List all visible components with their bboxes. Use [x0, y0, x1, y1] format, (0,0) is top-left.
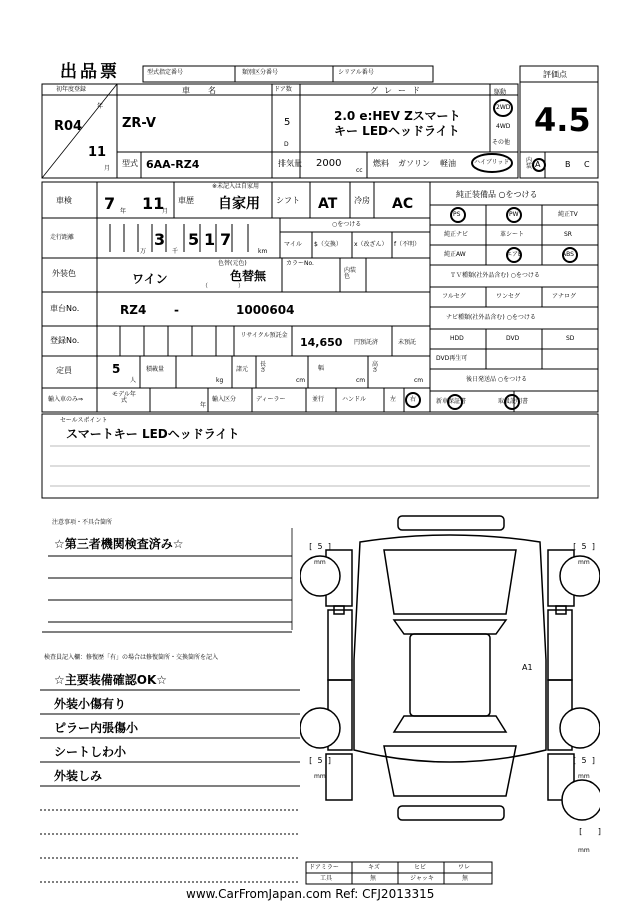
- year-label: 年: [97, 103, 104, 110]
- fuel-gas: ガソリン: [398, 159, 430, 168]
- left: 左: [390, 396, 397, 403]
- mile-label: マイル: [284, 241, 302, 248]
- tread-spare-mm: mm: [578, 847, 590, 854]
- mileage-man: 万: [140, 248, 147, 255]
- fuel-diesel: 軽油: [440, 159, 456, 168]
- car-name: ZR-V: [122, 116, 156, 131]
- legend-tool-none: 無: [370, 875, 377, 882]
- length-cm: cm: [296, 377, 306, 384]
- inspection-nen: 年: [120, 208, 127, 215]
- load-label: 積載量: [146, 366, 165, 373]
- recycle-value: 14,650: [300, 336, 343, 349]
- inspector-line-4: シートしわ小: [54, 745, 127, 759]
- opt-hdd: HDD: [450, 335, 464, 342]
- inspection-label: 車検: [56, 196, 72, 205]
- height-cm: cm: [414, 377, 424, 384]
- first-reg-month: 11: [88, 145, 107, 160]
- chassis-number: 1000604: [236, 303, 295, 317]
- shift-value: AT: [318, 196, 338, 212]
- grade-score-label: 評価点: [543, 70, 567, 79]
- width-cm: cm: [356, 377, 366, 384]
- fuel-hybrid: ハイブリッド: [474, 159, 510, 166]
- unknown-label: f（不明）: [394, 241, 421, 248]
- fuel-label: 燃料: [373, 159, 389, 168]
- opt-dvd: DVD: [506, 335, 520, 342]
- mileage-digit-4: 7: [220, 230, 232, 249]
- inspection-month: 11: [142, 194, 165, 213]
- color-change-value: 色替無: [230, 269, 267, 283]
- drive-other: その他: [492, 139, 511, 146]
- notes-line-1: ☆第三者機関検査済み☆: [54, 537, 184, 551]
- opt-abs: ABS: [562, 251, 574, 258]
- drive-label: 駆動: [494, 89, 507, 96]
- history-label: 車歴: [178, 196, 194, 205]
- notes-label: 注意事項・不具合箇所: [52, 519, 113, 526]
- chassis-prefix: RZ4: [120, 303, 147, 317]
- opt-ps: PS: [453, 211, 461, 218]
- cc-label: cc: [356, 167, 363, 174]
- tread-front-left-mm: mm: [314, 559, 326, 566]
- opt-manual: 取扱説明書: [498, 398, 529, 405]
- recycle-unpaid: 未預託: [398, 339, 417, 346]
- reg-no-label: 登録No.: [50, 336, 80, 345]
- first-reg-label: 初年度登録: [56, 86, 87, 93]
- opt-navi: 純正ナビ: [444, 231, 469, 238]
- import-label: 輸入車のみ⇒: [48, 396, 84, 403]
- legend-jack-none: 無: [462, 875, 469, 882]
- inspector-label: 検査員記入欄：修復歴「有」の場合は修復箇所・交換箇所を記入: [44, 654, 219, 661]
- tread-rear-right-mm: mm: [578, 773, 590, 780]
- mileage-km: km: [258, 248, 268, 255]
- ac-value: AC: [392, 196, 414, 212]
- history-value: 自家用: [218, 196, 260, 212]
- displacement-label: 排気量: [278, 159, 302, 168]
- form-title: 出品票: [60, 62, 120, 82]
- capacity-label: 定員: [56, 366, 72, 375]
- recycle-paid: 円預託済: [354, 339, 379, 346]
- inspector-line-5: 外装しみ: [54, 769, 103, 783]
- opt-warranty: 新車保証書: [436, 398, 467, 405]
- grade-line2: キー LEDヘッドライト: [334, 124, 460, 138]
- later-title: 後日発送品 ○をつける: [466, 376, 528, 383]
- opt-leather: 革シート: [500, 231, 525, 238]
- tv-type-title: ＴＶ種類(社外品含む) ○をつける: [450, 272, 540, 279]
- watermark: www.CarFromJapan.com Ref: CFJ2013315: [186, 887, 435, 901]
- color-change-label: 色替(元色): [218, 260, 247, 267]
- first-reg-year: R04: [54, 119, 83, 134]
- sales-point-text: スマートキー LEDヘッドライト: [66, 427, 240, 441]
- sales-point-label: セールスポイント: [60, 417, 108, 424]
- model-label: 車名: [182, 86, 234, 95]
- legend-crack: ヒビ: [414, 864, 427, 871]
- drive-2wd: 2WD: [496, 104, 511, 111]
- dims-label: 諸元: [236, 366, 249, 373]
- legend-jack: ジャッキ: [410, 875, 434, 882]
- doors-value: 5: [284, 117, 291, 128]
- legend-tool: 工具: [320, 875, 333, 882]
- color-value: ワイン: [132, 272, 168, 286]
- tread-front-right-mm: mm: [578, 559, 590, 566]
- type-cert-label: 型式指定番号: [147, 69, 184, 76]
- inspection-year: 7: [104, 194, 116, 213]
- drive-4wd: 4WD: [496, 123, 511, 130]
- options-title: 純正装備品 ○をつける: [456, 190, 538, 199]
- model-year-label: モデル年式: [112, 391, 136, 404]
- interior-a: A: [535, 160, 541, 169]
- parallel: 並行: [312, 396, 325, 403]
- attach-label: ○をつける: [332, 221, 362, 228]
- door-suffix: D: [284, 141, 289, 148]
- month-label: 月: [104, 165, 111, 172]
- chassis-label: 車台No.: [50, 304, 80, 313]
- color-paren: （ ）: [202, 283, 245, 290]
- type-label: 型式: [122, 159, 138, 168]
- opt-dvd-player: DVD再生可: [436, 355, 468, 362]
- capacity-person: 人: [130, 377, 137, 384]
- swap-label: $（交換）: [314, 241, 342, 248]
- recycle-label: リサイクル預託金: [240, 332, 288, 339]
- modified-label: x（改ざん）: [354, 241, 388, 248]
- legend-scratch: キズ: [368, 864, 380, 871]
- mileage-sen: 千: [172, 248, 179, 255]
- score: 4.5: [534, 101, 591, 139]
- dealer: ディーラー: [256, 396, 286, 403]
- width-label: 幅: [318, 365, 325, 372]
- grade-label: グレード: [370, 86, 426, 95]
- tread-rear-left: [ 5 ]: [308, 756, 333, 765]
- inspector-line-3: ピラー内張傷小: [54, 721, 139, 735]
- tread-front-right: [ 5 ]: [572, 542, 597, 551]
- opt-aw: 純正AW: [444, 251, 466, 258]
- displacement-value: 2000: [316, 158, 342, 169]
- interior-b: B: [565, 160, 571, 169]
- color-no-label: カラーNo.: [286, 260, 314, 267]
- ac-label: 冷房: [354, 196, 370, 205]
- load-kg: kg: [216, 377, 224, 384]
- serial-label: シリアル番号: [338, 69, 374, 76]
- import-class-label: 輸入区分: [212, 396, 237, 403]
- opt-oneseg: ワンセグ: [496, 293, 521, 300]
- grade-line1: 2.0 e:HEV Zスマート: [334, 109, 461, 123]
- opt-airbag: エアB: [506, 251, 523, 258]
- tread-front-left: [ 5 ]: [308, 542, 333, 551]
- legend-dent: ドアミラー: [309, 864, 339, 871]
- right: 右: [410, 396, 417, 403]
- mileage-digit-2: 5: [188, 230, 200, 249]
- damage-mark-a1: A1: [522, 663, 533, 672]
- opt-pw: PW: [509, 211, 519, 218]
- interior-color-label: 内装色: [344, 267, 357, 280]
- navi-type-title: ナビ種類(社外品含む) ○をつける: [446, 314, 536, 321]
- capacity-value: 5: [112, 362, 121, 376]
- history-note: ※未記入は自家用: [212, 183, 260, 190]
- chassis-dash: -: [174, 303, 179, 317]
- interior-c: C: [584, 160, 590, 169]
- mileage-digit-1: 3: [154, 230, 166, 249]
- class-label: 類別区分番号: [242, 69, 279, 76]
- opt-tv: 純正TV: [558, 211, 578, 218]
- doors-label: ドア数: [274, 86, 292, 93]
- length-label: 長さ: [260, 361, 267, 374]
- inspector-line-2: 外装小傷有り: [54, 697, 127, 711]
- interior-label: 内装: [526, 157, 533, 170]
- tread-rear-right: [ 5 ]: [572, 756, 597, 765]
- tread-spare: [ ]: [578, 827, 603, 836]
- car-diagram: [300, 510, 603, 860]
- color-label: 外装色: [52, 269, 76, 278]
- height-label: 高さ: [372, 361, 379, 374]
- opt-sd: SD: [566, 335, 575, 342]
- model-year-nen: 年: [200, 402, 207, 409]
- opt-fullseg: フルセグ: [442, 293, 466, 300]
- handle-label: ハンドル: [342, 396, 367, 403]
- shift-label: シフト: [276, 196, 300, 205]
- inspector-line-1: ☆主要装備確認OK☆: [54, 673, 168, 687]
- tread-rear-left-mm: mm: [314, 773, 326, 780]
- legend-ware: ワレ: [458, 864, 471, 871]
- type-value: 6AA-RZ4: [146, 158, 200, 171]
- inspection-tsuki: 月: [162, 208, 169, 215]
- opt-sr: SR: [564, 231, 572, 238]
- mileage-label: 走行距離: [50, 234, 75, 241]
- opt-analog: アナログ: [552, 293, 577, 300]
- mileage-digit-3: 1: [204, 230, 216, 249]
